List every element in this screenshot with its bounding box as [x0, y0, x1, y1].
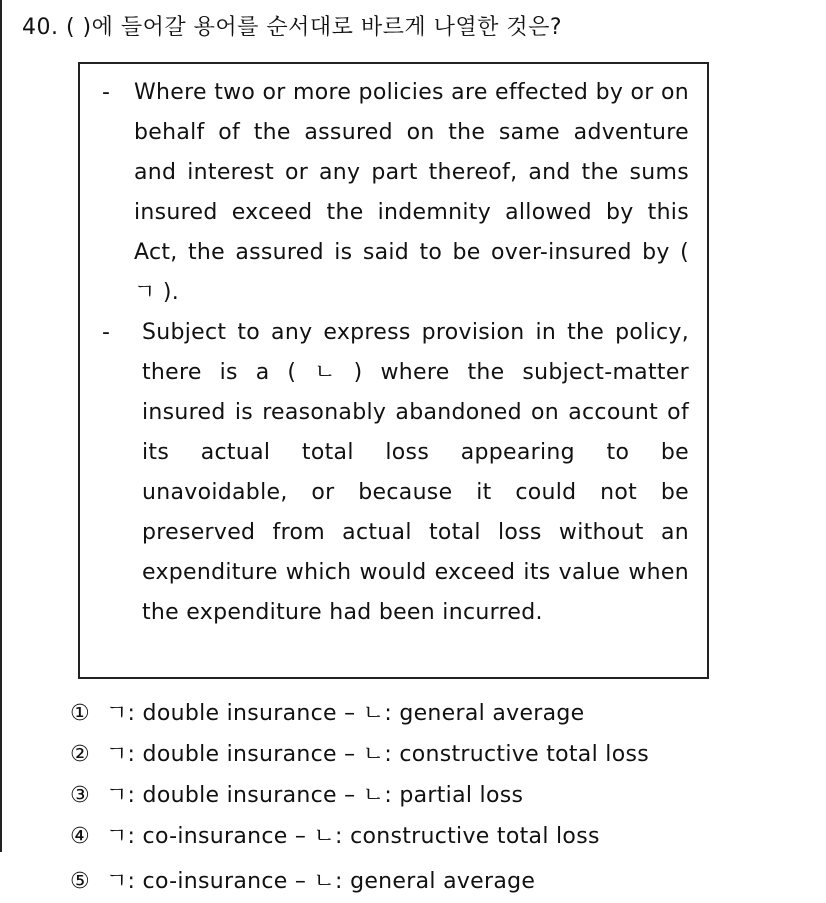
passage-box [78, 62, 709, 679]
option-1[interactable] [70, 699, 585, 729]
passage-item-2-text: Subject to any express provision in the policy, there is a ( ㄴ ) where the subject-matter insured is reasonably abandoned on account of its actual total loss appearing to be unavoidable, or because it could not be preserved from actual total loss without an expenditure which would exceed its value when the expenditure had been incurred. [142, 320, 689, 625]
option-5-text: ㄱ: co-insurance – ㄴ: general average [106, 869, 536, 894]
left-margin-rule [0, 0, 2, 852]
option-5-number: ⑤ [70, 869, 91, 894]
option-3-number: ③ [70, 783, 91, 808]
option-2[interactable] [70, 740, 649, 770]
option-4-number: ④ [70, 824, 91, 849]
passage-item-1 [102, 73, 689, 313]
option-2-text: ㄱ: double insurance – ㄴ: constructive total loss [106, 742, 649, 767]
option-1-number: ① [70, 701, 91, 726]
option-3-text: ㄱ: double insurance – ㄴ: partial loss [106, 783, 524, 808]
option-5[interactable] [70, 867, 535, 897]
option-3[interactable] [70, 781, 523, 811]
option-1-text: ㄱ: double insurance – ㄴ: general average [106, 701, 585, 726]
passage-item-1-dash: - [102, 80, 111, 105]
passage-item-1-text: Where two or more policies are effected by or on behalf of the assured on the same adventure and interest or any part thereof, and the sums insured exceed the indemnity allowed by this Act, the assured is said to be over-insured by ( ㄱ ). [134, 80, 689, 305]
option-4[interactable] [70, 822, 600, 852]
passage-item-2 [102, 313, 689, 633]
option-4-text: ㄱ: co-insurance – ㄴ: constructive total loss [106, 824, 600, 849]
passage-item-2-dash: - [102, 320, 111, 345]
question-stem: 40. ( )에 들어갈 용어를 순서대로 바르게 나열한 것은? [22, 15, 563, 40]
option-2-number: ② [70, 742, 91, 767]
